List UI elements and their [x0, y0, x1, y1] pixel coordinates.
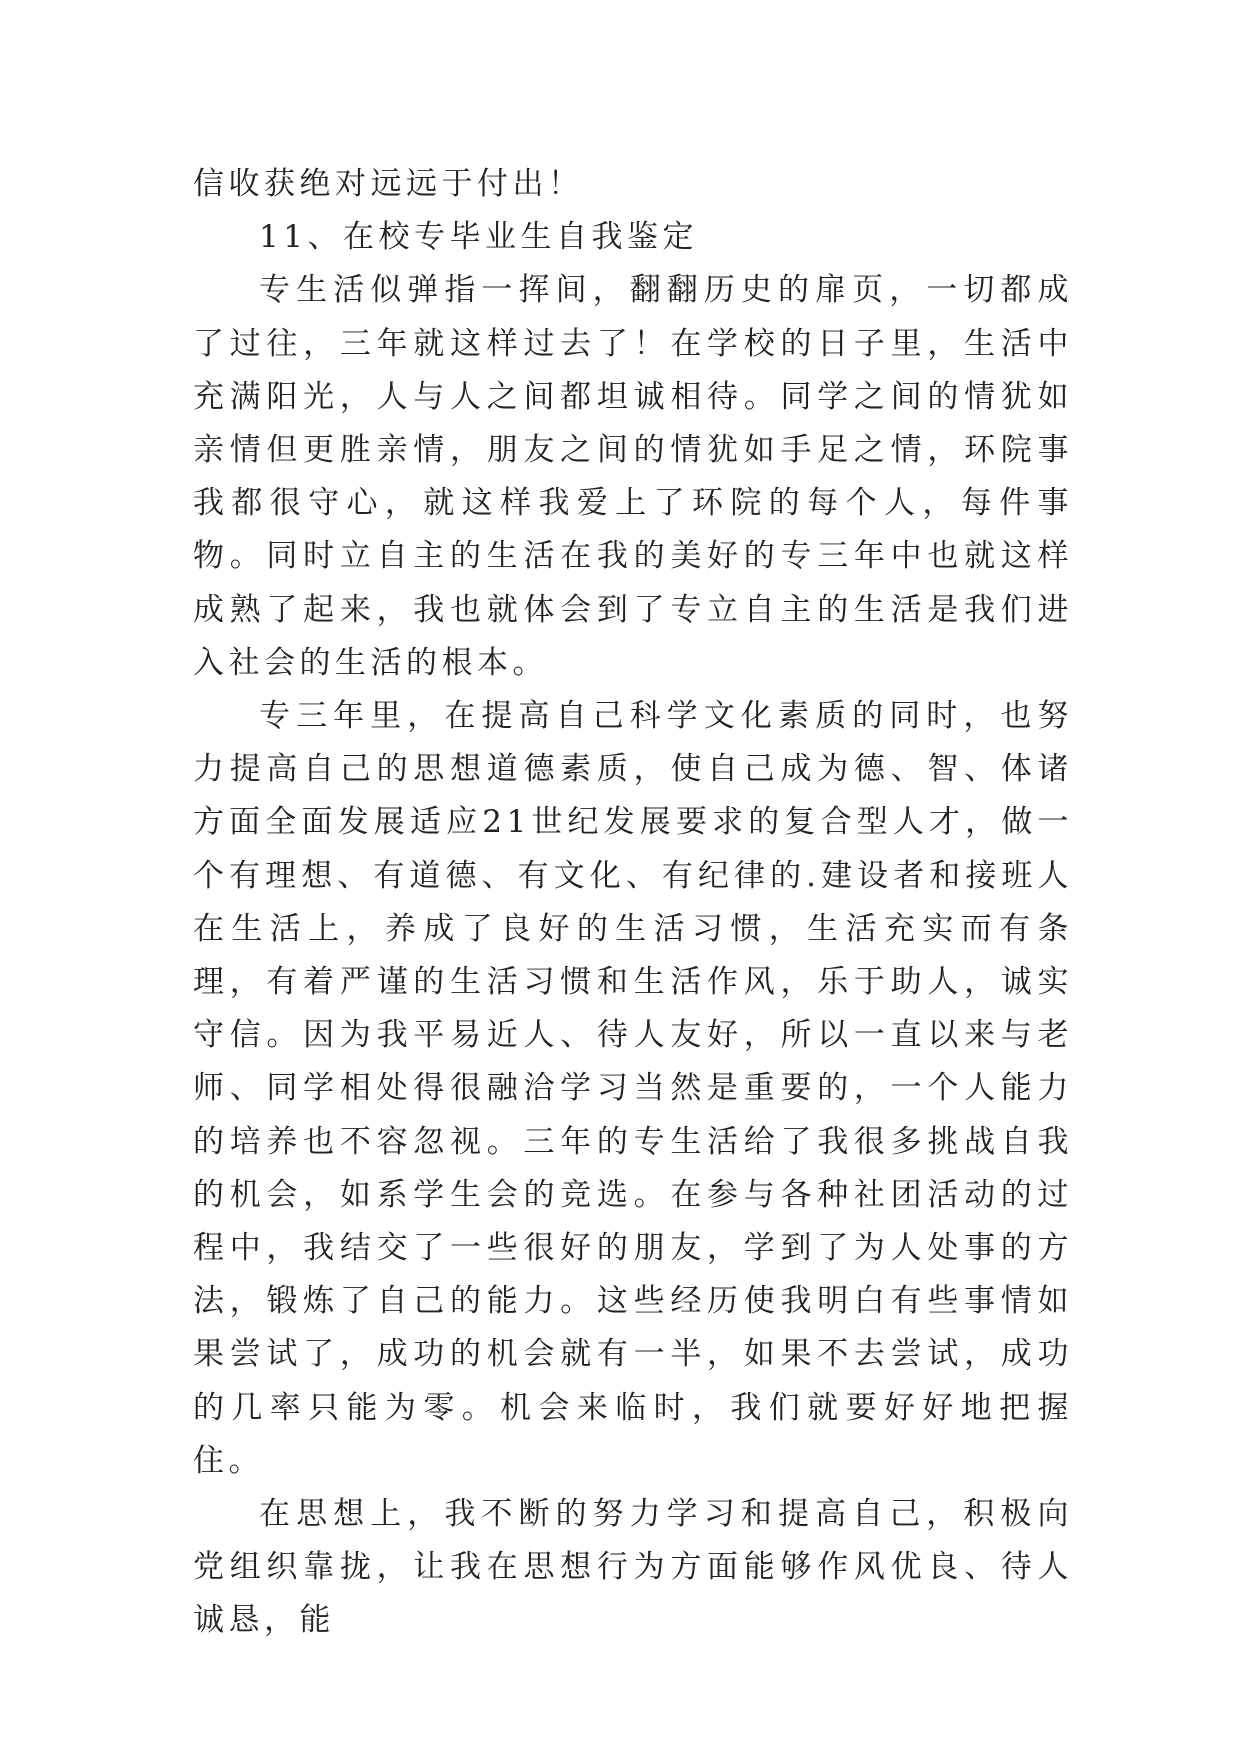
paragraph-intro: 专生活似弹指一挥间，翻翻历史的扉页，一切都成了过往，三年就这样过去了！在学校的日子里，生活中充满阳光，人与人之间都坦诚相待。同学之间的情犹如亲情但更胜亲情，朋友之间的情犹如手足之情，环院事我都很守心，就这样我爱上了环院的每个人，每件事物。同时立自主的生活在我的美好的专三年中也就这样成熟了起来，我也就体会到了专立自主的生活是我们进入社会的生活的根本。 — [193, 272, 1073, 681]
section-heading: 11、在校专毕业生自我鉴定 — [259, 219, 698, 256]
document-body — [193, 158, 1073, 1648]
paragraph-study-life: 专三年里，在提高自己科学文化素质的同时，也努力提高自己的思想道德素质，使自己成为德、智、体诸方面全面发展适应21世纪发展要求的复合型人才，做一个有理想、有道德、有文化、有纪律的.建设者和接班人在生活上，养成了良好的生活习惯，生活充实而有条理，有着严谨的生活习惯和生活作风，乐于助人，诚实守信。因为我平易近人、待人友好，所以一直以来与老师、同学相处得很融洽学习当然是重要的，一个人能力的培养也不容忽视。三年的专生活给了我很多挑战自我的机会，如系学生会的竞选。在参与各种社团活动的过程中，我结交了一些很好的朋友，学到了为人处事的方法，锻炼了自己的能力。这些经历使我明白有些事情如果尝试了，成功的机会就有一半，如果不去尝试，成功的几率只能为零。机会来临时，我们就要好好地把握住。 — [193, 698, 1073, 1479]
paragraph-thought: 在思想上，我不断的努力学习和提高自己，积极向党组织靠拢，让我在思想行为方面能够作风优良、待人诚恳，能 — [193, 1496, 1073, 1639]
paragraph-closing-line: 信收获绝对远远于付出！ — [193, 166, 584, 202]
